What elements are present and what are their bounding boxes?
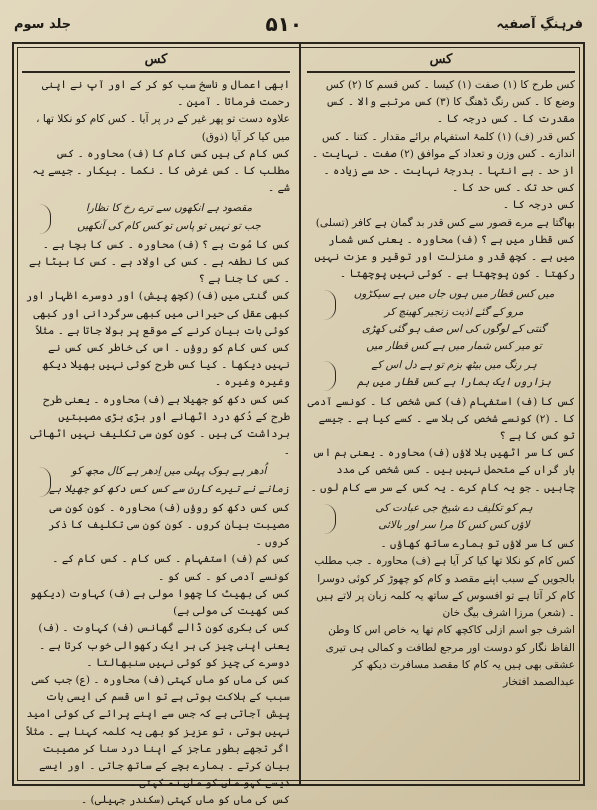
verse-line: گنتی کے لوگوں کی اس صف ہو گئی کھڑی (361, 322, 547, 335)
verse-line: لاؤں کس کس کا مرا سر اور بالائی (378, 519, 530, 532)
verse-line: مقصود ہے انکھوں سے ترے رخ کا نظارا (85, 202, 253, 215)
poet-bracket (22, 204, 51, 234)
entry: کس کا سر لاؤں تو ہمارے ساتھ کھاؤں ۔ (380, 538, 575, 551)
entry: ابھی اعمال و ناسخ سب کو کر کے اور آپ نے اپنی رحمت فرماتا ۔ آمین ۔ (41, 79, 290, 109)
verse-line: جب تو نہیں تو پاس تو کس کام کی آنکھیں (77, 219, 261, 232)
entry: کس کی بھیٹ کا چھوا مولی ہے (ف) کہاوت (دیکھو کس کھیت کی مولی ہے) (30, 587, 290, 618)
verse-line: زمانے نے تیرے کارن سے کس کس دکھ کو جھیلا ہے (48, 482, 290, 495)
verse-line: میں کس قطار میں ہوں جاں میں ہے سیکڑوں (353, 288, 555, 301)
entry: کس کی بکری کون ڈالے گھانس (ف) کہاوت ۔ (ف) یعنی اپنی چیز کی ہر ایک رکھوالی خوب کرتا ہے ۔ دوسرے کی چیز کو کوئی نہیں سنبھالتا ۔ (38, 622, 290, 669)
entry: کس کم (ف) استفہام ۔ کس کام ۔ کس کام کے ۔ کونسے آدمی کو ۔ کس کو ۔ (52, 553, 290, 583)
entry: کس کس دکھ کو روؤں (ف) محاورہ ۔ کون کون سی مصیبت بیان کروں ۔ کون کون سی تکلیف کا ذکر کروں ۔ (48, 501, 290, 549)
verse-block (22, 463, 290, 496)
entry: علاوہ دست تو پھر غیر کے در پر آیا ۔ کس کام کو نکلا تھا ، میں کیا کر آیا (ذوق) (36, 113, 290, 143)
column-divider (299, 44, 301, 784)
verse-block (22, 200, 290, 233)
verse-line: ہزاروں ایک ہمارا ہے کس قطار میں ہم (357, 376, 551, 389)
poet-bracket (307, 361, 336, 391)
entry: کس کا مُوت ہے ؟ (ف) محاورہ ۔ کس کا بچا ہے ۔ کس کا نطفہ ہے ۔ کس کی اولاد ہے ۔ کس کا بیٹا ہے ۔ کس کا جنا ہے ؟ (28, 238, 290, 286)
verse-line: تو میر کس شمار میں ہے کس قطار میں (366, 340, 542, 353)
entry: کس کی ماں کو ماں کہتی (ف) محاورہ ۔ (ع) جب کسی سبب کے ہلاکت ہوتی ہے تو اس قسم کی ایسی بات پیش آجاتی ہے کہ جس سے اپنے پرائے کی کوئی امید نہیں ہوتی ، تو عزیز کو بھی یہ کلمہ کہنا ہے ۔ مثلاً اگر تجھے بطور عاجز کے اپنا درد سنا کر مصیبت بیان کرتے ۔ ہمارے بچے کے ساتھ جاتی ۔ اور ایسے دیسے کہو ماں کو ماں نہ کہتی ۔ (26, 673, 290, 790)
verse-line: ہم کو تکلیف دے شیخ جی عبادت کی (375, 501, 533, 514)
poet-bracket (22, 467, 51, 497)
entry: کس قدر (ف) (۱) کلمۂ استفہام برائے مقدار ۔ کتنا ۔ کس اندازے ۔ کس وزن و تعداد کے موافق (۲) صفت ۔ نہایت ۔ از حد ۔ بے انتہا ۔ بدرجۂ نہایت ۔ حد سے زیادہ ۔ کس حد تک ۔ کس حد کا ۔ (312, 130, 575, 195)
verse-block (307, 286, 575, 354)
volume-label: جلد سوم (14, 16, 72, 32)
book-title: فرہنگِ آصفیہ (496, 16, 583, 32)
entry: کس کس دکھ کو جھیلا ہے (ف) محاورہ ۔ یعنی طرح طرح کے دُکھ درد اٹھانے اور بڑی بڑی مصیبتیں برداشت کی ہیں ۔ کون کون سی تکلیف نہیں اٹھائی ۔ (30, 393, 290, 458)
verse-line: اُدھر ہے ہوک پہلی میں اِدھر ہے کال مجھ کو (71, 465, 267, 478)
page-header (14, 10, 583, 38)
page-number: ۵۱۰ (265, 12, 303, 36)
entry: بھاگتا ہے مرے قصور سے کس قدر بد گمان ہے کافر (تسلی) (315, 216, 575, 229)
entry: کس کا (ف) استفہام (ف) کس شخص کا ۔ کونسے آدمی کا ۔ (۲) کونسے شخص کی بلا سے ۔ کسے کیا ہے ۔ جیسے تو کس کا ہے ؟ (307, 395, 575, 443)
entry: کس کی ماں کو ماں کہتی (سکندر جہیلی) ۔ (80, 794, 290, 807)
entry: کس گنتی میں (ف) (کچھ پیش) اور دوسرے اظہار اور کبھی عقل کی حیرانی میں کبھی سرگردانی اور کبھی کوئی بات بیان کرنے کے موقع پر بولا جاتا ہے ۔ مثلاً کس کس کام کو روؤں ۔ اس کی خاطر کس کس نے نہیں دیکھا ۔ کیا کس طرح کوئی نہیں بھیلا دیکھ وغیرہ وغیرہ ۔ (25, 290, 290, 389)
page-frame (12, 42, 585, 807)
entry: کس کام کی ہیں کس کام کا (ف) محاورہ ۔ کس مطلب کا ۔ کس غرض کا ۔ نکما ۔ بیکار ۔ جیسے یہ شے ۔ (32, 147, 290, 195)
poet-bracket (307, 504, 336, 534)
verse-line: مرو کے گئے اذیت زنجیر کھینچ کر (384, 305, 524, 318)
right-column (307, 50, 575, 778)
entry: کس طرح کا (۱) صفت (۱) کیسا ۔ کس قسم کا (۲) کس وضع کا ۔ کس رنگ ڈھنگ کا (۳) کس مرتبے والا ۔ کس مقدرت کا ۔ کس درجہ کا ۔ (325, 79, 575, 126)
verse-block (307, 500, 575, 533)
verse-block (307, 357, 575, 390)
poet-bracket (307, 290, 336, 320)
entry: اشرف جو اسم ازلی کاکچھ کام تھا یہ خاص اس کا وطن الفاظ نگار کو دوست اور مرجع لطافت و کمالی ہی تیری عشقی بھی ہیں یہ کام کا مقصد مسافرت دیکھ کر عبدالصمد افتخار (325, 624, 575, 688)
left-column (22, 50, 290, 807)
right-column-heading: کس (307, 50, 575, 73)
entry: کس درجہ کا ۔ (502, 199, 575, 212)
entry: کس کام کو نکلا تھا کیا کر آیا ہے (ف) محاورہ ۔ جب مطلب بالجویں کے سبب اپنے مقصد و کام کو چھوڑ کر کوئی دوسرا کام کر آتا ہے تو افسوس کے ساتھ یہ کلمہ زبان پر لاتے ہیں ۔ (شعر) مرزا اشرف بیگ خان (314, 555, 575, 620)
entry: کس کا سر اٹھیں بلا لاؤں (ف) محاورہ ۔ یعنی ہم اس بار گراں کے متحمل نہیں ہیں ۔ کس شخص کی مدد چاہیں ۔ جو یہ کام کرے ۔ یہ کس کے سر سے کام لوں ۔ (310, 447, 575, 494)
left-column-heading: کس (22, 50, 290, 73)
verse-line: ہر رنگ میں بیٹھ بزم تو ہے دل اس کے (371, 359, 537, 372)
entry: کس قطار میں ہے ؟ (ف) محاورہ ۔ یعنی کس شمار میں ہے ۔ کچھ قدر و منزلت اور توقیر و عزت نہیں رکھتا ۔ کون پوچھتا ہے ۔ کوئی نہیں پوچھتا ۔ (314, 233, 575, 281)
